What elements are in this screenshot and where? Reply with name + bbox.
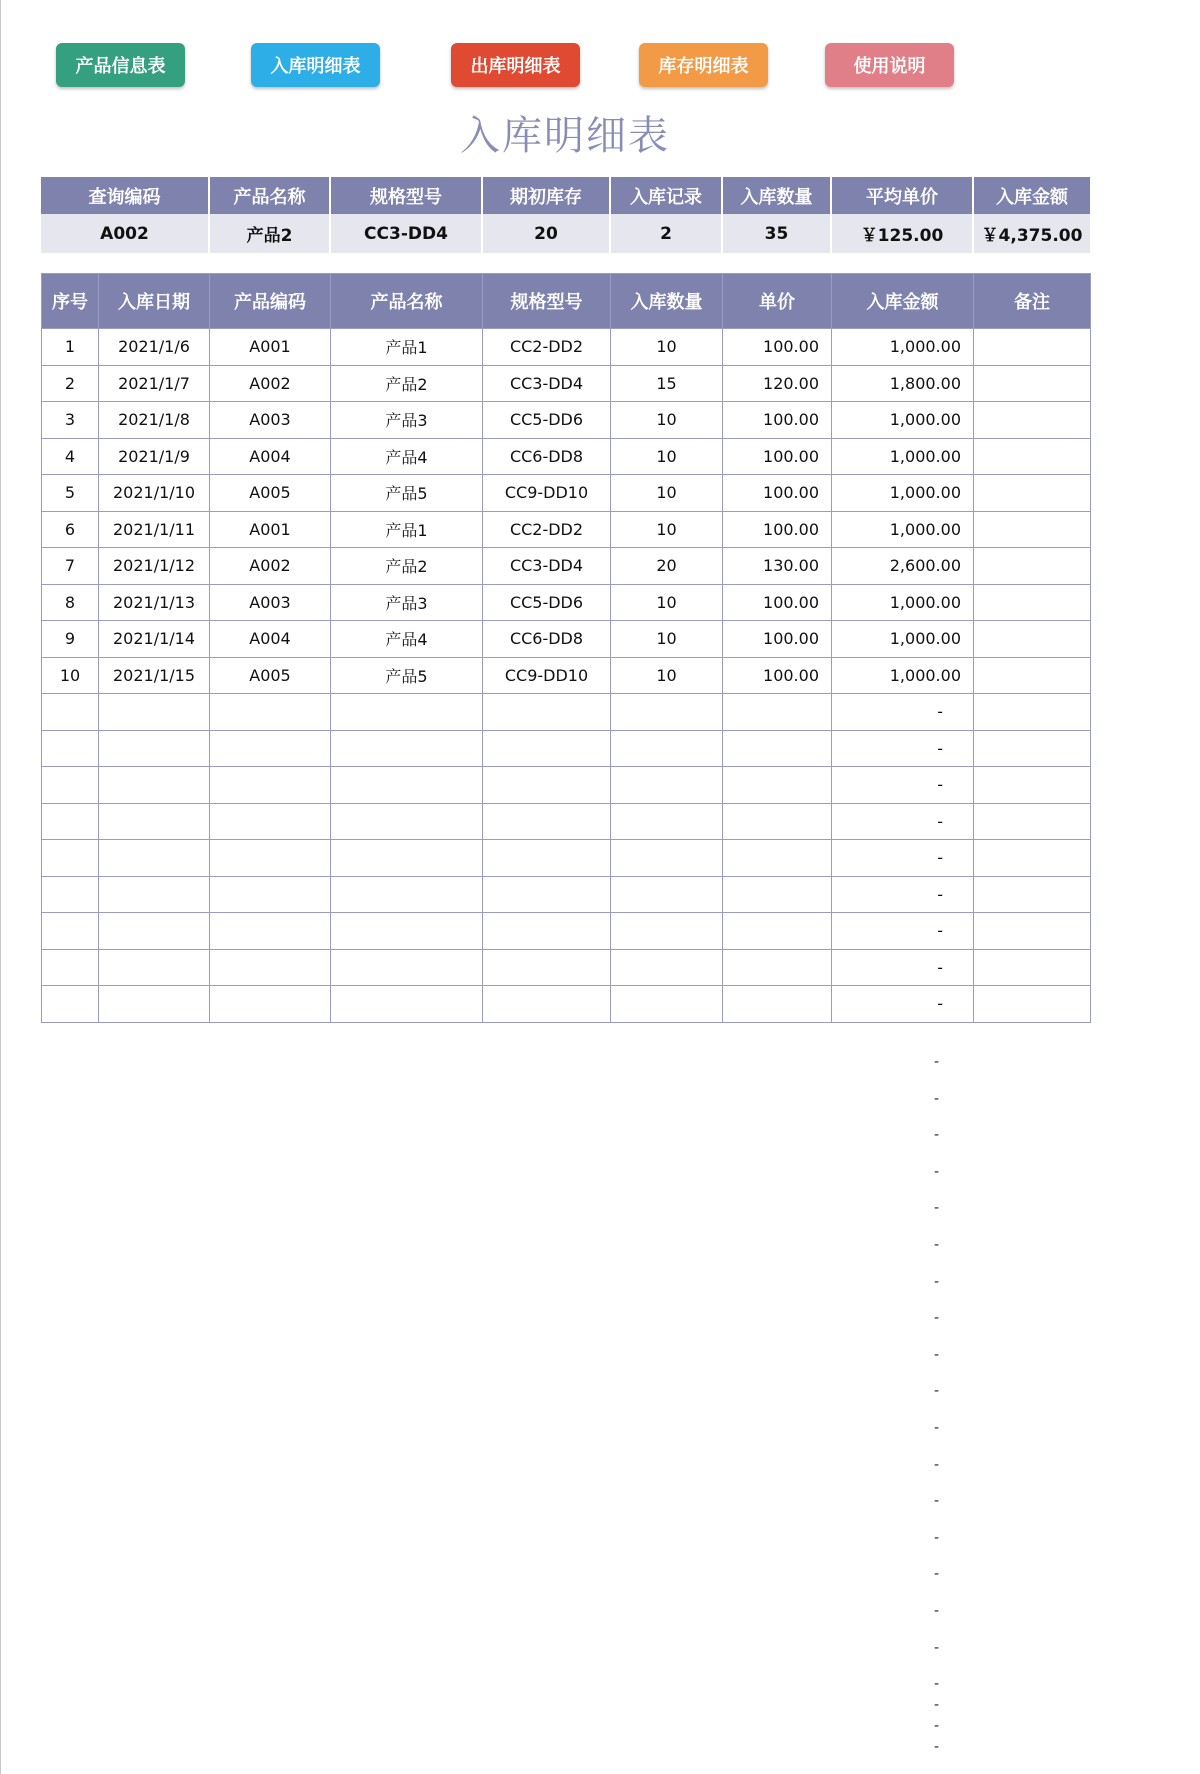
table-cell[interactable]: 2021/1/14 xyxy=(99,621,210,658)
table-cell[interactable]: A005 xyxy=(210,657,331,694)
table-cell[interactable] xyxy=(42,767,99,804)
table-cell[interactable] xyxy=(331,730,483,767)
table-cell[interactable] xyxy=(483,986,611,1023)
overflow-dash: - xyxy=(934,1310,940,1327)
table-cell[interactable]: 产品1 xyxy=(331,329,483,366)
summary-header-cell: 规格型号 xyxy=(330,177,482,214)
table-cell[interactable] xyxy=(99,949,210,986)
overflow-dash: - xyxy=(934,1163,940,1180)
summary-header-cell: 入库金额 xyxy=(973,177,1090,214)
table-row xyxy=(42,657,1091,694)
overflow-dash: - xyxy=(934,1739,940,1756)
table-cell[interactable] xyxy=(99,840,210,877)
table-cell[interactable] xyxy=(974,402,1091,439)
table-cell[interactable] xyxy=(974,986,1091,1023)
table-cell[interactable]: - xyxy=(832,949,974,986)
table-cell[interactable] xyxy=(974,511,1091,548)
overflow-dash: - xyxy=(934,1639,940,1656)
table-cell[interactable] xyxy=(99,767,210,804)
overflow-dash: - xyxy=(934,1237,940,1253)
empty-table-row xyxy=(42,986,1091,1023)
table-cell[interactable]: 9 xyxy=(42,621,99,658)
table-cell[interactable]: 1,000.00 xyxy=(832,402,974,439)
table-cell[interactable]: A003 xyxy=(210,402,331,439)
detail-header-cell: 入库金额 xyxy=(832,274,974,329)
table-cell[interactable]: 3 xyxy=(42,402,99,439)
table-cell[interactable] xyxy=(42,949,99,986)
table-cell[interactable] xyxy=(723,840,832,877)
page-title: 入库明细表 xyxy=(460,113,670,159)
table-cell[interactable] xyxy=(974,438,1091,475)
overflow-dash: - xyxy=(934,1383,940,1400)
query-code-cell[interactable]: A002 xyxy=(41,214,209,253)
table-cell[interactable]: 10 xyxy=(611,329,723,366)
table-cell[interactable]: 4 xyxy=(42,438,99,475)
table-row xyxy=(42,438,1091,475)
table-cell[interactable] xyxy=(611,767,723,804)
empty-table-row xyxy=(42,913,1091,950)
table-cell[interactable]: 2 xyxy=(42,365,99,402)
table-cell[interactable] xyxy=(974,876,1091,913)
overflow-dash: - xyxy=(934,1346,940,1363)
table-cell[interactable] xyxy=(723,767,832,804)
table-cell[interactable]: 100.00 xyxy=(723,402,832,439)
empty-table-row xyxy=(42,876,1091,913)
table-cell[interactable]: CC9-DD10 xyxy=(483,475,611,512)
table-cell[interactable]: - xyxy=(832,876,974,913)
table-cell[interactable] xyxy=(974,767,1091,804)
table-cell[interactable] xyxy=(42,913,99,950)
table-cell[interactable]: 2021/1/7 xyxy=(99,365,210,402)
query-summary-table xyxy=(41,177,1090,253)
table-cell[interactable]: 1 xyxy=(42,329,99,366)
empty-table-row xyxy=(42,694,1091,731)
table-cell[interactable] xyxy=(331,913,483,950)
summary-value-cell: 20 xyxy=(482,214,610,253)
table-cell[interactable] xyxy=(974,913,1091,950)
table-cell[interactable]: 130.00 xyxy=(723,548,832,585)
table-cell[interactable] xyxy=(42,803,99,840)
table-cell[interactable]: 产品4 xyxy=(331,438,483,475)
table-cell[interactable]: 2021/1/10 xyxy=(99,475,210,512)
table-cell[interactable]: 15 xyxy=(611,365,723,402)
table-cell[interactable]: A004 xyxy=(210,621,331,658)
table-cell[interactable] xyxy=(331,803,483,840)
detail-header-cell: 序号 xyxy=(42,274,99,329)
overflow-dash: - xyxy=(934,1200,940,1217)
table-cell[interactable]: 8 xyxy=(42,584,99,621)
table-cell[interactable]: 10 xyxy=(611,657,723,694)
table-cell[interactable] xyxy=(210,694,331,731)
detail-header-cell: 规格型号 xyxy=(483,274,611,329)
detail-header-cell: 入库数量 xyxy=(611,274,723,329)
table-cell[interactable] xyxy=(210,840,331,877)
table-cell[interactable]: 2,600.00 xyxy=(832,548,974,585)
summary-value-cell: CC3-DD4 xyxy=(330,214,482,253)
summary-value-cell: ￥125.00 xyxy=(831,214,973,253)
table-row xyxy=(42,511,1091,548)
table-cell[interactable] xyxy=(974,621,1091,658)
table-cell[interactable] xyxy=(483,803,611,840)
table-cell[interactable]: 100.00 xyxy=(723,475,832,512)
table-cell[interactable] xyxy=(331,949,483,986)
nav-button-4[interactable]: 库存明细表 xyxy=(639,43,768,87)
table-cell[interactable] xyxy=(483,913,611,950)
table-cell[interactable] xyxy=(483,949,611,986)
table-cell[interactable]: 10 xyxy=(42,657,99,694)
table-cell[interactable] xyxy=(210,767,331,804)
table-cell[interactable] xyxy=(611,803,723,840)
table-cell[interactable]: 产品5 xyxy=(331,475,483,512)
window-edge xyxy=(0,0,1,1774)
table-cell[interactable]: 2021/1/13 xyxy=(99,584,210,621)
table-cell[interactable]: 10 xyxy=(611,475,723,512)
table-cell[interactable]: - xyxy=(832,730,974,767)
summary-value-cell: 2 xyxy=(610,214,722,253)
table-cell[interactable]: 7 xyxy=(42,548,99,585)
table-cell[interactable] xyxy=(611,694,723,731)
table-row xyxy=(42,329,1091,366)
table-cell[interactable]: A005 xyxy=(210,475,331,512)
overflow-dash: - xyxy=(934,1566,940,1583)
table-cell[interactable] xyxy=(723,730,832,767)
table-cell[interactable]: CC6-DD8 xyxy=(483,438,611,475)
table-cell[interactable]: 1,000.00 xyxy=(832,584,974,621)
table-cell[interactable] xyxy=(99,694,210,731)
empty-table-row xyxy=(42,803,1091,840)
table-cell[interactable] xyxy=(210,730,331,767)
table-cell[interactable]: 产品2 xyxy=(331,365,483,402)
table-cell[interactable]: 产品3 xyxy=(331,402,483,439)
summary-header-cell: 入库数量 xyxy=(722,177,831,214)
table-cell[interactable] xyxy=(974,840,1091,877)
table-cell[interactable]: 2021/1/12 xyxy=(99,548,210,585)
table-cell[interactable] xyxy=(974,694,1091,731)
overflow-dash: - xyxy=(934,1676,940,1693)
summary-value-cell: 产品2 xyxy=(209,214,330,253)
table-row xyxy=(42,402,1091,439)
table-cell[interactable] xyxy=(974,475,1091,512)
table-cell[interactable]: CC5-DD6 xyxy=(483,402,611,439)
table-cell[interactable] xyxy=(331,767,483,804)
table-cell[interactable]: CC9-DD10 xyxy=(483,657,611,694)
table-cell[interactable]: CC2-DD2 xyxy=(483,329,611,366)
nav-button-3[interactable]: 出库明细表 xyxy=(451,43,580,87)
table-cell[interactable]: 100.00 xyxy=(723,584,832,621)
table-cell[interactable]: 5 xyxy=(42,475,99,512)
summary-value-cell: 35 xyxy=(722,214,831,253)
empty-table-row xyxy=(42,840,1091,877)
table-cell[interactable]: 产品1 xyxy=(331,511,483,548)
overflow-dash: - xyxy=(934,1718,940,1735)
overflow-dash: - xyxy=(934,1127,940,1144)
table-cell[interactable]: 100.00 xyxy=(723,329,832,366)
table-cell[interactable]: 2021/1/11 xyxy=(99,511,210,548)
table-cell[interactable]: - xyxy=(832,767,974,804)
table-cell[interactable]: CC6-DD8 xyxy=(483,621,611,658)
table-cell[interactable]: A004 xyxy=(210,438,331,475)
table-cell[interactable]: - xyxy=(832,803,974,840)
table-cell[interactable] xyxy=(974,584,1091,621)
empty-table-row xyxy=(42,949,1091,986)
table-cell[interactable]: - xyxy=(832,840,974,877)
summary-header-cell: 期初库存 xyxy=(482,177,610,214)
table-cell[interactable] xyxy=(974,803,1091,840)
table-cell[interactable] xyxy=(331,876,483,913)
nav-button-1[interactable]: 产品信息表 xyxy=(56,43,185,87)
table-cell[interactable]: 1,000.00 xyxy=(832,438,974,475)
table-cell[interactable]: 产品4 xyxy=(331,621,483,658)
table-cell[interactable] xyxy=(210,986,331,1023)
table-cell[interactable] xyxy=(611,949,723,986)
table-cell[interactable]: 2021/1/6 xyxy=(99,329,210,366)
table-cell[interactable] xyxy=(483,730,611,767)
table-cell[interactable] xyxy=(611,986,723,1023)
table-cell[interactable] xyxy=(611,876,723,913)
table-cell[interactable]: A002 xyxy=(210,548,331,585)
table-row xyxy=(42,548,1091,585)
table-cell[interactable] xyxy=(99,730,210,767)
table-cell[interactable]: 1,000.00 xyxy=(832,475,974,512)
table-row xyxy=(42,365,1091,402)
table-cell[interactable] xyxy=(974,329,1091,366)
table-cell[interactable] xyxy=(723,694,832,731)
table-cell[interactable]: CC5-DD6 xyxy=(483,584,611,621)
table-cell[interactable]: 10 xyxy=(611,621,723,658)
table-cell[interactable] xyxy=(210,913,331,950)
table-cell[interactable] xyxy=(210,876,331,913)
table-cell[interactable]: A001 xyxy=(210,511,331,548)
table-cell[interactable]: 1,000.00 xyxy=(832,621,974,658)
table-cell[interactable] xyxy=(974,365,1091,402)
table-cell[interactable] xyxy=(42,986,99,1023)
table-cell[interactable]: CC2-DD2 xyxy=(483,511,611,548)
table-cell[interactable]: 2021/1/9 xyxy=(99,438,210,475)
table-cell[interactable] xyxy=(331,986,483,1023)
table-cell[interactable] xyxy=(723,986,832,1023)
nav-button-2[interactable]: 入库明细表 xyxy=(251,43,380,87)
table-cell[interactable]: CC3-DD4 xyxy=(483,548,611,585)
table-cell[interactable] xyxy=(723,913,832,950)
table-cell[interactable] xyxy=(210,949,331,986)
summary-value-cell: ￥4,375.00 xyxy=(973,214,1090,253)
table-cell[interactable] xyxy=(42,694,99,731)
table-cell[interactable]: - xyxy=(832,986,974,1023)
table-cell[interactable]: A002 xyxy=(210,365,331,402)
table-cell[interactable]: - xyxy=(832,694,974,731)
table-cell[interactable]: 1,800.00 xyxy=(832,365,974,402)
table-cell[interactable] xyxy=(723,949,832,986)
table-cell[interactable]: 100.00 xyxy=(723,438,832,475)
table-cell[interactable]: 100.00 xyxy=(723,621,832,658)
summary-header-cell: 查询编码 xyxy=(41,177,209,214)
table-cell[interactable] xyxy=(331,694,483,731)
table-cell[interactable]: - xyxy=(832,913,974,950)
table-row xyxy=(42,621,1091,658)
table-cell[interactable] xyxy=(99,803,210,840)
summary-header-cell: 平均单价 xyxy=(831,177,973,214)
table-cell[interactable] xyxy=(974,949,1091,986)
table-cell[interactable]: 产品2 xyxy=(331,548,483,585)
empty-table-row xyxy=(42,767,1091,804)
table-cell[interactable]: 10 xyxy=(611,584,723,621)
table-cell[interactable]: A003 xyxy=(210,584,331,621)
table-row xyxy=(42,475,1091,512)
table-cell[interactable]: 产品3 xyxy=(331,584,483,621)
table-cell[interactable] xyxy=(42,840,99,877)
inbound-detail-table xyxy=(41,273,1091,1023)
table-row xyxy=(42,584,1091,621)
overflow-dash: - xyxy=(934,1420,940,1436)
overflow-dash: - xyxy=(934,1603,940,1619)
table-cell[interactable] xyxy=(483,767,611,804)
table-cell[interactable]: 产品5 xyxy=(331,657,483,694)
detail-header-cell: 入库日期 xyxy=(99,274,210,329)
overflow-dash: - xyxy=(934,1697,940,1714)
table-cell[interactable] xyxy=(99,913,210,950)
empty-table-row xyxy=(42,730,1091,767)
summary-header-cell: 入库记录 xyxy=(610,177,722,214)
overflow-dash: - xyxy=(934,1493,940,1510)
summary-header-cell: 产品名称 xyxy=(209,177,330,214)
detail-header-cell: 产品编码 xyxy=(210,274,331,329)
overflow-dash: - xyxy=(934,1054,940,1070)
table-cell[interactable]: 10 xyxy=(611,438,723,475)
table-cell[interactable] xyxy=(974,548,1091,585)
table-cell[interactable] xyxy=(611,913,723,950)
table-cell[interactable] xyxy=(974,657,1091,694)
table-cell[interactable]: 2021/1/15 xyxy=(99,657,210,694)
table-cell[interactable]: 10 xyxy=(611,511,723,548)
table-cell[interactable]: 120.00 xyxy=(723,365,832,402)
detail-header-cell: 单价 xyxy=(723,274,832,329)
table-cell[interactable] xyxy=(331,840,483,877)
table-cell[interactable]: 100.00 xyxy=(723,511,832,548)
table-cell[interactable]: CC3-DD4 xyxy=(483,365,611,402)
table-cell[interactable]: 1,000.00 xyxy=(832,329,974,366)
table-cell[interactable] xyxy=(483,840,611,877)
table-cell[interactable] xyxy=(974,730,1091,767)
table-cell[interactable]: 1,000.00 xyxy=(832,657,974,694)
table-cell[interactable] xyxy=(723,876,832,913)
table-cell[interactable]: 2021/1/8 xyxy=(99,402,210,439)
table-cell[interactable]: 20 xyxy=(611,548,723,585)
table-cell[interactable] xyxy=(99,876,210,913)
table-cell[interactable] xyxy=(611,840,723,877)
overflow-dash: - xyxy=(934,1529,940,1546)
table-cell[interactable] xyxy=(723,803,832,840)
table-cell[interactable] xyxy=(42,876,99,913)
table-cell[interactable]: 100.00 xyxy=(723,657,832,694)
table-cell[interactable]: 10 xyxy=(611,402,723,439)
table-cell[interactable]: A001 xyxy=(210,329,331,366)
table-cell[interactable]: 6 xyxy=(42,511,99,548)
table-cell[interactable] xyxy=(483,694,611,731)
nav-button-5[interactable]: 使用说明 xyxy=(825,43,954,87)
overflow-dash: - xyxy=(934,1090,940,1107)
table-cell[interactable] xyxy=(611,730,723,767)
overflow-dash: - xyxy=(934,1273,940,1290)
table-cell[interactable] xyxy=(210,803,331,840)
detail-header-cell: 备注 xyxy=(974,274,1091,329)
table-cell[interactable] xyxy=(42,730,99,767)
table-cell[interactable] xyxy=(483,876,611,913)
overflow-dash: - xyxy=(934,1456,940,1473)
table-cell[interactable]: 1,000.00 xyxy=(832,511,974,548)
detail-header-cell: 产品名称 xyxy=(331,274,483,329)
table-cell[interactable] xyxy=(99,986,210,1023)
